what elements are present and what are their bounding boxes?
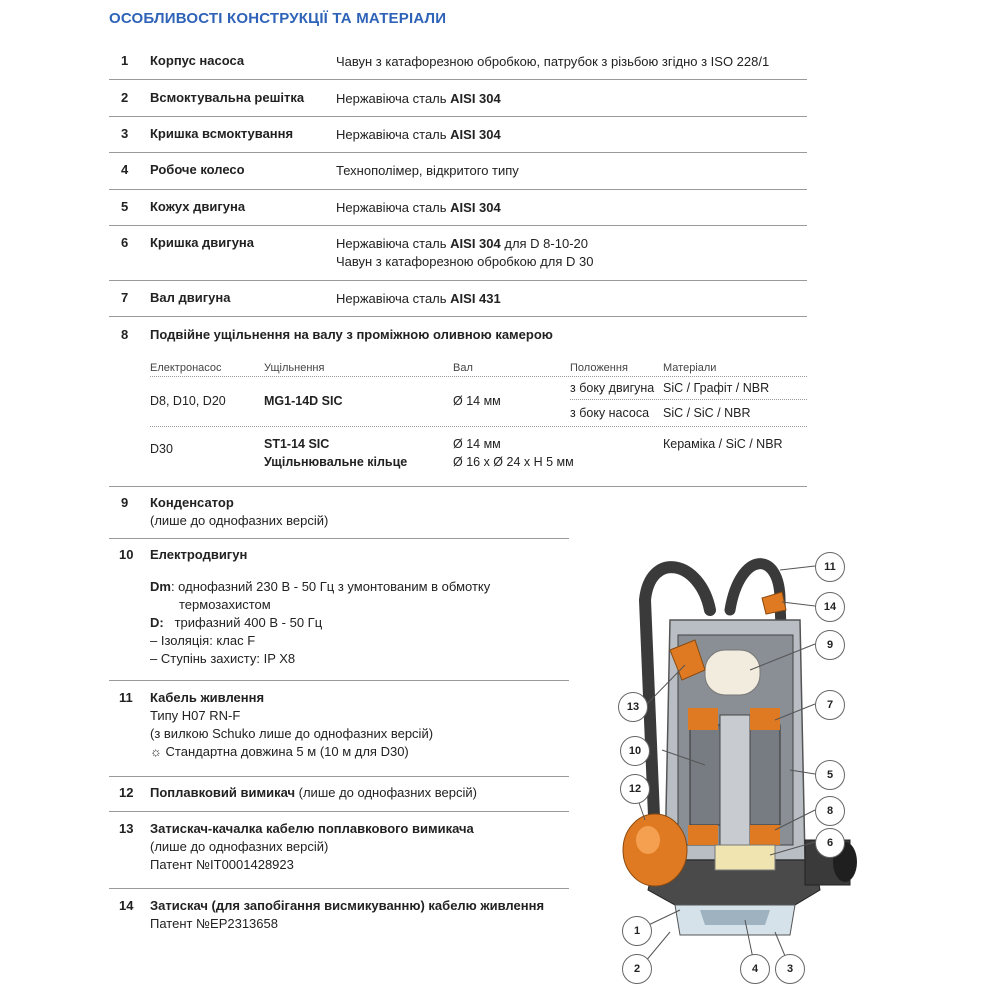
cell-pump: D30 — [150, 442, 173, 456]
item-number: 3 — [121, 126, 129, 141]
item-number: 10 — [119, 547, 134, 562]
item-value: Нержавіюча сталь AISI 304 — [336, 127, 501, 142]
callout-2: 2 — [622, 954, 652, 984]
separator — [109, 116, 807, 117]
callout-1: 1 — [622, 916, 652, 946]
callout-6: 6 — [815, 828, 845, 858]
item-name: Кожух двигуна — [150, 199, 246, 214]
motor-cover-left — [688, 708, 718, 730]
cell-seal: Ущільнювальне кільце — [264, 455, 408, 469]
separator — [109, 152, 807, 153]
item-name: Кришка двигуна — [150, 235, 255, 250]
col-header-shaft: Вал — [453, 362, 473, 374]
item-number: 13 — [119, 821, 134, 836]
callout-9: 9 — [815, 630, 845, 660]
col-header-seal: Ущільнення — [264, 362, 325, 374]
item-name: Вал двигуна — [150, 290, 231, 305]
item-number: 8 — [121, 327, 129, 342]
callout-14: 14 — [815, 592, 845, 622]
separator — [109, 776, 569, 777]
item-name: Всмоктувальна решітка — [150, 90, 305, 105]
separator — [109, 680, 569, 681]
separator — [109, 811, 569, 812]
callout-7: 7 — [815, 690, 845, 720]
separator — [109, 316, 807, 317]
item-value: Чавун з катафорезною обробкою, патрубок з різьбою згідно з ISO 228/1 — [336, 54, 770, 69]
impeller — [715, 845, 775, 870]
callout-5: 5 — [815, 760, 845, 790]
callout-10: 10 — [620, 736, 650, 766]
page-title: ОСОБЛИВОСТІ КОНСТРУКЦІЇ ТА МАТЕРІАЛИ — [109, 10, 447, 27]
cell-pump: D8, D10, D20 — [150, 394, 226, 408]
callout-4: 4 — [740, 954, 770, 984]
item-value: Технополімер, відкритого типу — [336, 163, 519, 178]
item-number: 11 — [119, 690, 133, 705]
cell-materials: SiC / Графіт / NBR — [663, 381, 770, 395]
item-number: 9 — [121, 495, 129, 510]
table-divider — [150, 426, 807, 427]
separator — [109, 486, 807, 487]
seal-left — [688, 825, 718, 845]
col-header-position: Положення — [570, 362, 628, 374]
item-name: Подвійне ущільнення на валу з проміжною оливною камерою — [150, 327, 553, 342]
separator — [109, 888, 569, 889]
item-value: Нержавіюча сталь AISI 304 — [336, 91, 501, 106]
callout-8: 8 — [815, 796, 845, 826]
clamp-details: (лише до однофазних версій) Патент №IT0001428923 — [150, 839, 329, 872]
motor-cover-right — [750, 708, 780, 730]
float-highlight — [636, 826, 660, 854]
cell-seal: MG1-14D SIC — [264, 394, 343, 408]
motor-shaft — [720, 715, 750, 855]
cable-lock — [762, 592, 786, 614]
separator — [109, 79, 807, 80]
motor-details: Dm: однофазний 230 В - 50 Гц з умонтованим в обмотку термозахистом D: трифазний 400 В - 50 Гц – Ізоляція: клас F – Ступінь захисту: IP X8 — [150, 579, 491, 666]
item-name: Затискач-качалка кабелю поплавкового вимикача — [150, 821, 474, 836]
cell-seal: ST1-14 SIC — [264, 437, 330, 451]
cell-position: з боку двигуна — [570, 381, 655, 395]
item-value: Нержавіюча сталь AISI 304 — [336, 200, 501, 215]
patent: Патент №EP2313658 — [150, 916, 278, 931]
item-name: Затискач (для запобігання висмикуванню) кабелю живлення — [150, 898, 545, 913]
separator — [109, 225, 807, 226]
item-name: Кришка всмоктування — [150, 126, 294, 141]
item-name: Конденсатор — [150, 495, 234, 510]
item-number: 6 — [121, 235, 129, 250]
item-name: Робоче колесо — [150, 162, 245, 177]
separator — [109, 280, 807, 281]
callout-11: 11 — [815, 552, 845, 582]
callout-3: 3 — [775, 954, 805, 984]
item-name: Кабель живлення — [150, 690, 265, 705]
table-divider — [570, 399, 807, 400]
item-note: (лише до однофазних версій) — [150, 513, 329, 528]
col-header-pump: Електронасос — [150, 362, 222, 374]
table-divider — [150, 376, 807, 377]
callout-13: 13 — [618, 692, 648, 722]
item-name: Поплавковий вимикач (лише до однофазних версій) — [150, 785, 477, 800]
cell-materials: Кераміка / SiC / NBR — [663, 437, 783, 451]
item-number: 12 — [119, 785, 134, 800]
col-header-materials: Матеріали — [663, 362, 717, 374]
cable-details: Типу H07 RN-F (з вилкою Schuko лише до однофазних версій) ☼ Стандартна довжина 5 м (10 м для D30) — [150, 708, 434, 759]
item-number: 7 — [121, 290, 129, 305]
item-number: 2 — [121, 90, 129, 105]
cell-shaft: Ø 14 мм — [453, 437, 501, 451]
item-name: Корпус насоса — [150, 53, 245, 68]
callout-12: 12 — [620, 774, 650, 804]
separator — [109, 189, 807, 190]
cell-shaft: Ø 16 x Ø 24 x H 5 мм — [453, 455, 574, 469]
cell-materials: SiC / SiC / NBR — [663, 406, 751, 420]
item-number: 1 — [121, 53, 129, 68]
capacitor — [705, 650, 760, 695]
item-value: Нержавіюча сталь AISI 431 — [336, 291, 501, 306]
item-number: 14 — [119, 898, 134, 913]
item-number: 4 — [121, 162, 129, 177]
suction-cover — [700, 910, 770, 925]
cell-shaft: Ø 14 мм — [453, 394, 501, 408]
item-name: Електродвигун — [150, 547, 248, 562]
item-number: 5 — [121, 199, 129, 214]
item-value: Нержавіюча сталь AISI 304 для D 8-10-20 Чавун з катафорезною обробкою для D 30 — [336, 236, 594, 269]
seal-right — [750, 825, 780, 845]
cell-position: з боку насоса — [570, 406, 650, 420]
separator — [109, 538, 569, 539]
